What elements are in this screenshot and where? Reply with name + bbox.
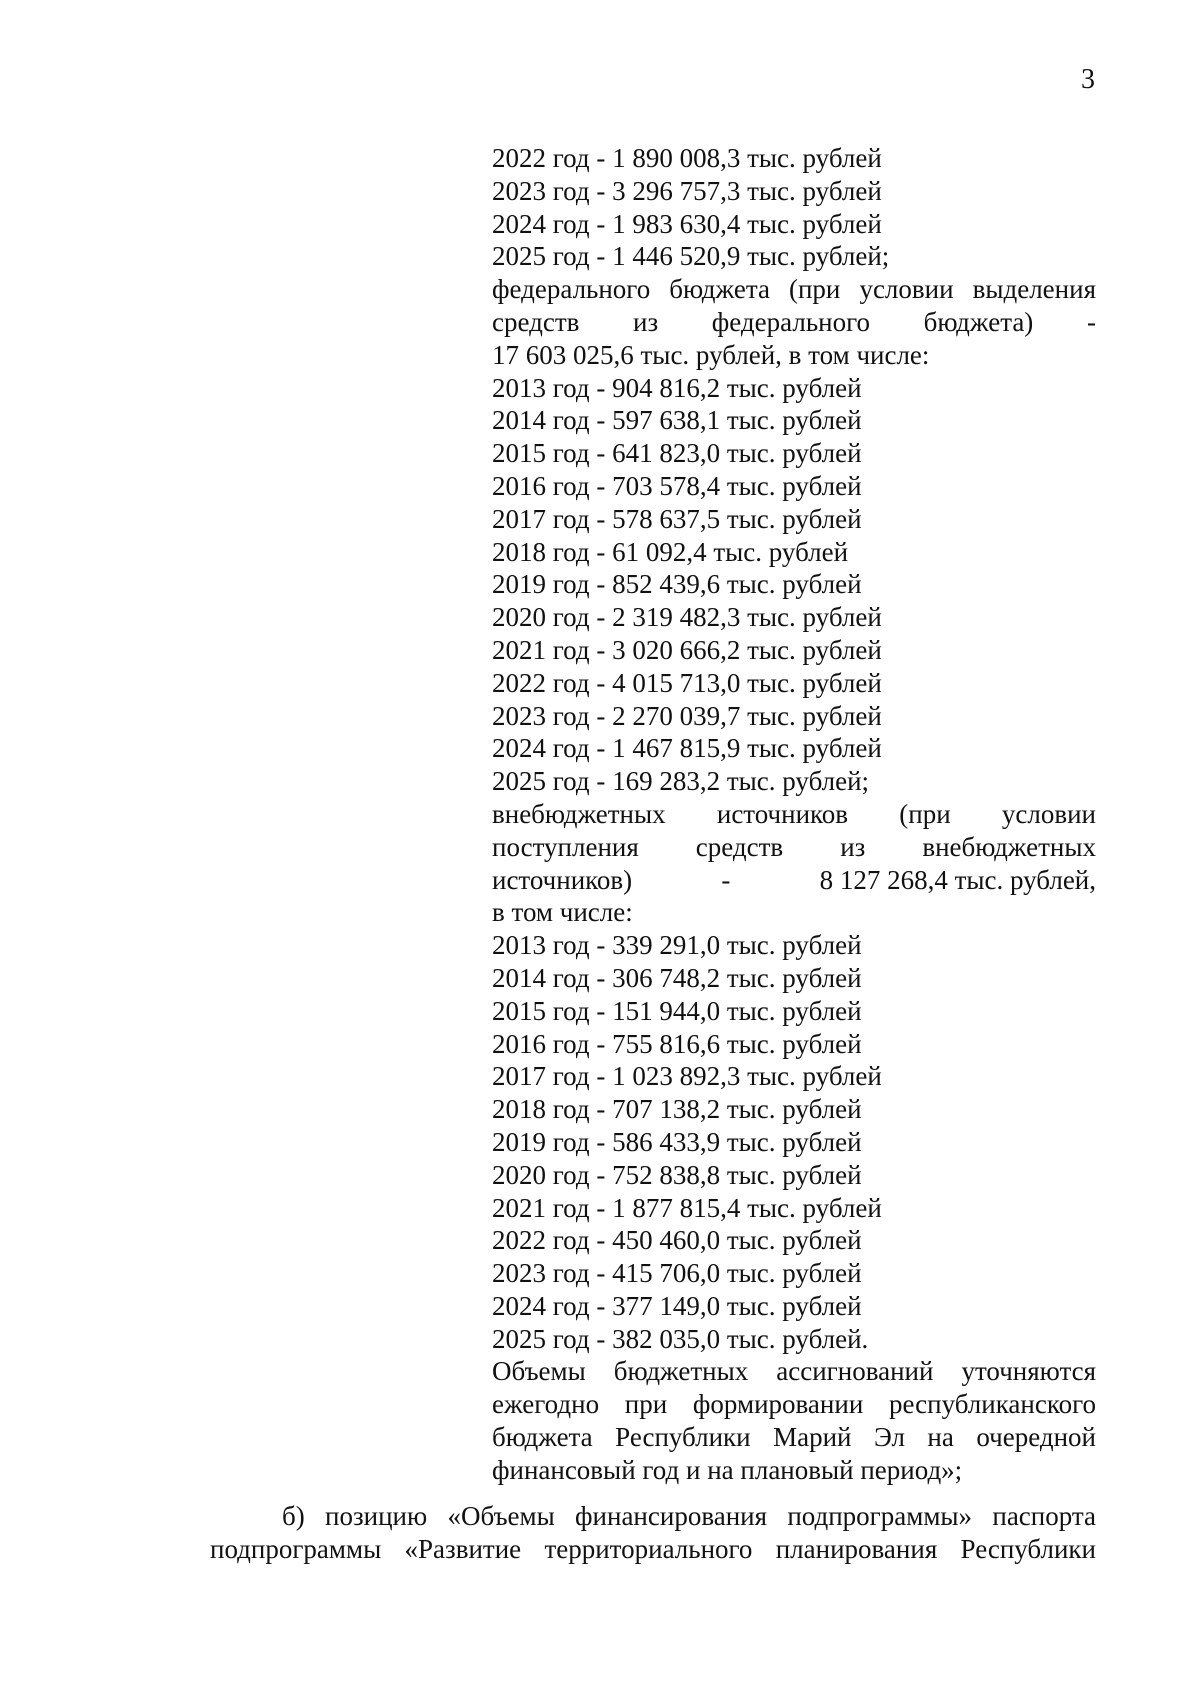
word: внебюджетных <box>492 798 666 829</box>
extrabudgetary-year-line: 2017 год - 1 023 892,3 тыс. рублей <box>492 1061 882 1092</box>
item-b-line-1: б) позицию «Объемы финансирования подпрограммы» паспорта <box>282 1501 1096 1531</box>
extrabudgetary-year-line: 2015 год - 151 944,0 тыс. рублей <box>492 995 862 1026</box>
extrabudgetary-year-line: 2022 год - 450 460,0 тыс. рублей <box>492 1225 862 1256</box>
note-line: ежегодно при формировании республиканского <box>492 1389 1096 1420</box>
word: - <box>721 864 731 895</box>
extrabudgetary-year-line: 2019 год - 586 433,9 тыс. рублей <box>492 1126 862 1157</box>
federal-heading-line: федерального бюджета (при условии выделения <box>492 274 1096 305</box>
note-line: Объемы бюджетных ассигнований уточняются <box>492 1356 1096 1387</box>
note-line: бюджета Республики Марий Эл на очередной <box>492 1422 1096 1453</box>
word: из <box>633 306 659 337</box>
extrabudgetary-year-line: 2025 год - 382 035,0 тыс. рублей. <box>492 1323 869 1354</box>
word: средств <box>492 306 580 337</box>
extrabudgetary-year-line: 2020 год - 752 838,8 тыс. рублей <box>492 1159 862 1190</box>
extrabudgetary-year-line: 2014 год - 306 748,2 тыс. рублей <box>492 962 862 993</box>
word: средств <box>695 831 784 862</box>
federal-year-line: 2013 год - 904 816,2 тыс. рублей <box>492 372 862 403</box>
word: источников) <box>492 864 633 895</box>
federal-year-line: 2022 год - 4 015 713,0 тыс. рублей <box>492 667 882 698</box>
extrabudgetary-year-line: 2016 год - 755 816,6 тыс. рублей <box>492 1028 862 1059</box>
federal-year-line: 2024 год - 1 467 815,9 тыс. рублей <box>492 733 882 764</box>
federal-year-line: 2018 год - 61 092,4 тыс. рублей <box>492 536 849 567</box>
regional-year-line: 2023 год - 3 296 757,3 тыс. рублей <box>492 175 882 206</box>
extrabudgetary-including-line: в том числе: <box>492 897 633 928</box>
word: 8 127 268,4 тыс. рублей, <box>819 864 1096 895</box>
funding-column <box>492 142 1096 1487</box>
extrabudgetary-year-line: 2023 год - 415 706,0 тыс. рублей <box>492 1258 862 1289</box>
federal-year-line: 2014 год - 597 638,1 тыс. рублей <box>492 405 862 436</box>
extrabudgetary-year-line: 2024 год - 377 149,0 тыс. рублей <box>492 1290 862 1321</box>
extrabudgetary-year-line: 2018 год - 707 138,2 тыс. рублей <box>492 1094 862 1125</box>
federal-year-line: 2023 год - 2 270 039,7 тыс. рублей <box>492 700 882 731</box>
federal-year-line: 2017 год - 578 637,5 тыс. рублей <box>492 503 862 534</box>
federal-year-line: 2025 год - 169 283,2 тыс. рублей; <box>492 766 870 797</box>
extrabudgetary-year-line: 2021 год - 1 877 815,4 тыс. рублей <box>492 1192 882 1223</box>
extrabudgetary-year-line: 2013 год - 339 291,0 тыс. рублей <box>492 930 862 961</box>
word: бюджета) <box>923 306 1034 337</box>
federal-total-line: 17 603 025,6 тыс. рублей, в том числе: <box>492 339 930 370</box>
federal-year-line: 2020 год - 2 319 482,3 тыс. рублей <box>492 602 882 633</box>
regional-year-line: 2024 год - 1 983 630,4 тыс. рублей <box>492 208 882 239</box>
regional-year-line: 2022 год - 1 890 008,3 тыс. рублей <box>492 143 882 173</box>
word: источников <box>716 798 849 829</box>
word: - <box>1086 306 1096 337</box>
word: федерального <box>711 306 870 337</box>
federal-year-line: 2015 год - 641 823,0 тыс. рублей <box>492 438 862 469</box>
federal-heading-line-2 <box>492 306 1096 339</box>
item-b-line-2: подпрограммы «Развитие территориального планирования Республики <box>210 1534 1096 1564</box>
extrabudgetary-heading-line-1 <box>492 798 1096 831</box>
word: внебюджетных <box>922 831 1096 862</box>
page-number: 3 <box>1081 64 1095 95</box>
extrabudgetary-heading-line-2 <box>492 831 1096 864</box>
extrabudgetary-total-line <box>492 864 1096 897</box>
federal-year-line: 2019 год - 852 439,6 тыс. рублей <box>492 569 862 600</box>
word: (при <box>899 798 951 829</box>
item-b-paragraph <box>210 1500 1096 1566</box>
federal-year-line: 2021 год - 3 020 666,2 тыс. рублей <box>492 634 882 665</box>
word: поступления <box>492 831 639 862</box>
word: из <box>840 831 866 862</box>
regional-year-line: 2025 год - 1 446 520,9 тыс. рублей; <box>492 241 890 272</box>
federal-year-line: 2016 год - 703 578,4 тыс. рублей <box>492 470 862 501</box>
word: условии <box>1001 798 1096 829</box>
note-line: финансовый год и на плановый период»; <box>492 1454 963 1485</box>
